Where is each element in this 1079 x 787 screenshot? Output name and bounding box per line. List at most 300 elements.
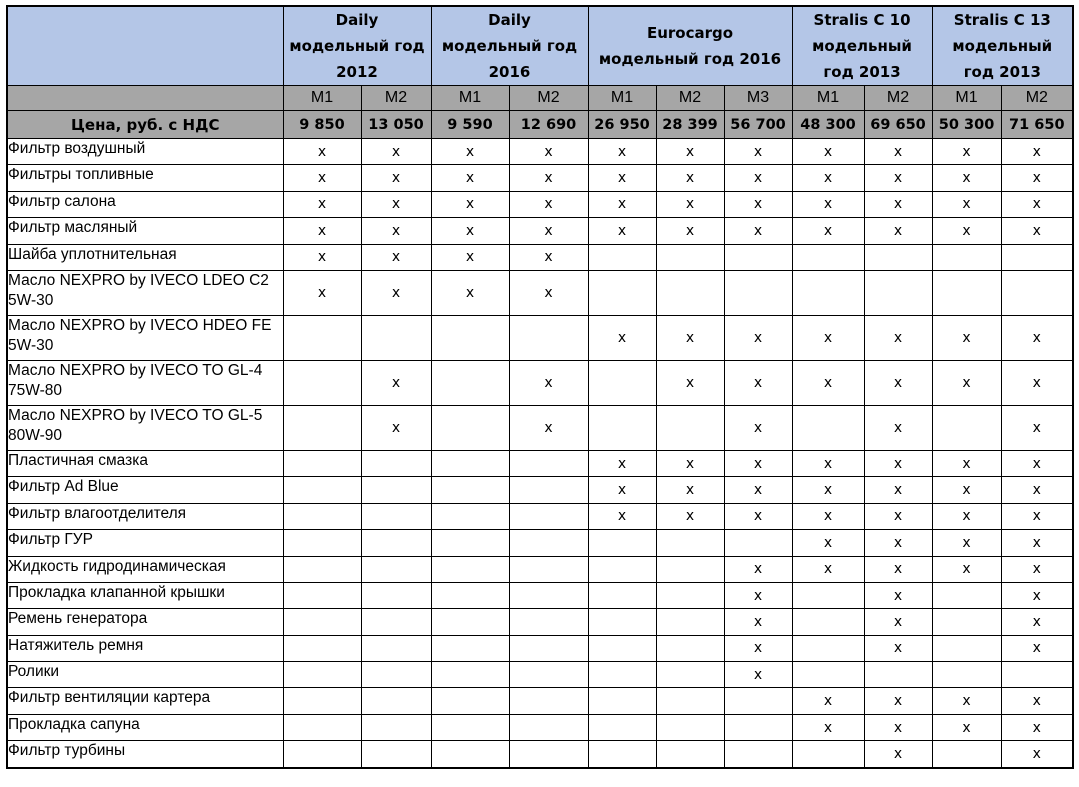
mark-cell	[509, 556, 588, 582]
mark-cell	[1001, 556, 1073, 582]
mark-cell	[283, 503, 361, 529]
mark-cell	[1001, 530, 1073, 556]
included-mark: x	[962, 222, 971, 239]
group-stralis-c10: Stralis C 10 модельный год 2013	[792, 6, 932, 86]
included-mark: x	[893, 613, 903, 630]
table-row	[7, 714, 1073, 740]
mark-cell	[283, 360, 361, 405]
mark-cell	[932, 662, 1001, 688]
table-row	[7, 244, 1073, 270]
price-cell: 69 650	[864, 111, 932, 139]
mark-cell	[724, 635, 792, 661]
mark-cell	[932, 450, 1001, 476]
item-name: Масло NEXPRO by IVECO LDEO C2 5W-30	[7, 270, 283, 315]
included-mark: x	[617, 482, 627, 499]
price-cell: 12 690	[509, 111, 588, 139]
mark-cell	[509, 582, 588, 608]
mark-cell	[361, 662, 431, 688]
mark-cell	[724, 662, 792, 688]
mark-cell	[509, 714, 588, 740]
mark-cell	[361, 503, 431, 529]
table-row	[7, 139, 1073, 165]
price-label: Цена, руб. с НДС	[7, 111, 283, 139]
included-mark: x	[617, 143, 627, 160]
mark-cell	[283, 635, 361, 661]
mark-cell	[724, 582, 792, 608]
included-mark: x	[823, 374, 833, 391]
included-mark: x	[893, 170, 903, 187]
mark-cell	[588, 315, 656, 360]
table-row	[7, 635, 1073, 661]
included-mark: x	[893, 587, 903, 604]
mark-cell	[1001, 714, 1073, 740]
included-mark: x	[893, 196, 903, 213]
included-mark: x	[1032, 719, 1041, 736]
included-mark: x	[893, 374, 903, 391]
included-mark: x	[1032, 508, 1041, 525]
mark-cell	[509, 270, 588, 315]
mark-cell	[361, 609, 431, 635]
mark-cell	[509, 360, 588, 405]
included-mark: x	[544, 419, 553, 436]
mark-cell	[656, 582, 724, 608]
included-mark: x	[544, 143, 553, 160]
model-cell: M1	[283, 86, 361, 111]
mark-cell	[509, 688, 588, 714]
included-mark: x	[544, 222, 553, 239]
mark-cell	[864, 139, 932, 165]
mark-cell	[792, 609, 864, 635]
price-cell: 9 850	[283, 111, 361, 139]
mark-cell	[864, 662, 932, 688]
mark-cell	[588, 270, 656, 315]
mark-cell	[864, 635, 932, 661]
mark-cell	[509, 662, 588, 688]
included-mark: x	[753, 419, 763, 436]
mark-cell	[1001, 450, 1073, 476]
mark-cell	[864, 503, 932, 529]
model-cell: M1	[431, 86, 509, 111]
included-mark: x	[962, 534, 971, 551]
mark-cell	[656, 450, 724, 476]
mark-cell	[361, 714, 431, 740]
included-mark: x	[823, 508, 833, 525]
included-mark: x	[685, 222, 695, 239]
included-mark: x	[962, 196, 971, 213]
mark-cell	[361, 191, 431, 217]
included-mark: x	[753, 374, 763, 391]
item-name: Масло NEXPRO by IVECO TO GL-5 80W-90	[7, 405, 283, 450]
mark-cell	[724, 688, 792, 714]
included-mark: x	[391, 284, 401, 301]
mark-cell	[283, 688, 361, 714]
mark-cell	[283, 244, 361, 270]
mark-cell	[656, 360, 724, 405]
mark-cell	[932, 714, 1001, 740]
mark-cell	[1001, 741, 1073, 768]
mark-cell	[932, 315, 1001, 360]
included-mark: x	[1032, 613, 1041, 630]
included-mark: x	[465, 170, 475, 187]
table-row	[7, 688, 1073, 714]
mark-cell	[932, 609, 1001, 635]
included-mark: x	[753, 508, 763, 525]
mark-cell	[361, 556, 431, 582]
mark-cell	[864, 315, 932, 360]
mark-cell	[932, 477, 1001, 503]
mark-cell	[864, 530, 932, 556]
included-mark: x	[823, 170, 833, 187]
mark-cell	[361, 244, 431, 270]
included-mark: x	[753, 640, 763, 657]
included-mark: x	[962, 693, 971, 710]
mark-cell	[656, 139, 724, 165]
mark-cell	[509, 635, 588, 661]
mark-cell	[431, 556, 509, 582]
table-row	[7, 530, 1073, 556]
item-name: Жидкость гидродинамическая	[7, 556, 283, 582]
mark-cell	[283, 139, 361, 165]
item-name: Фильтры топливные	[7, 165, 283, 191]
item-name: Фильтр масляный	[7, 218, 283, 244]
mark-cell	[932, 405, 1001, 450]
mark-cell	[588, 139, 656, 165]
mark-cell	[792, 218, 864, 244]
mark-cell	[361, 218, 431, 244]
included-mark: x	[1032, 196, 1041, 213]
included-mark: x	[823, 693, 833, 710]
included-mark: x	[1032, 222, 1041, 239]
mark-cell	[431, 165, 509, 191]
mark-cell	[283, 450, 361, 476]
included-mark: x	[893, 534, 903, 551]
mark-cell	[792, 662, 864, 688]
mark-cell	[932, 503, 1001, 529]
mark-cell	[1001, 405, 1073, 450]
mark-cell	[431, 741, 509, 768]
mark-cell	[1001, 244, 1073, 270]
table-row	[7, 741, 1073, 768]
mark-cell	[724, 191, 792, 217]
included-mark: x	[962, 170, 971, 187]
included-mark: x	[753, 329, 763, 346]
group-stralis-c13: Stralis C 13 модельный год 2013	[932, 6, 1073, 86]
mark-cell	[792, 688, 864, 714]
model-cell: M1	[588, 86, 656, 111]
included-mark: x	[617, 329, 627, 346]
mark-cell	[656, 270, 724, 315]
mark-cell	[792, 450, 864, 476]
included-mark: x	[962, 482, 971, 499]
mark-cell	[792, 714, 864, 740]
mark-cell	[509, 405, 588, 450]
mark-cell	[588, 556, 656, 582]
mark-cell	[792, 503, 864, 529]
mark-cell	[1001, 609, 1073, 635]
included-mark: x	[893, 508, 903, 525]
mark-cell	[1001, 191, 1073, 217]
mark-cell	[588, 477, 656, 503]
mark-cell	[724, 360, 792, 405]
included-mark: x	[893, 640, 903, 657]
model-cell: M2	[361, 86, 431, 111]
mark-cell	[431, 218, 509, 244]
included-mark: x	[391, 143, 401, 160]
mark-cell	[792, 556, 864, 582]
item-name: Масло NEXPRO by IVECO TO GL-4 75W-80	[7, 360, 283, 405]
included-mark: x	[544, 170, 553, 187]
included-mark: x	[962, 455, 971, 472]
mark-cell	[724, 556, 792, 582]
included-mark: x	[317, 284, 327, 301]
model-cell: M1	[932, 86, 1001, 111]
included-mark: x	[685, 455, 695, 472]
mark-cell	[509, 530, 588, 556]
mark-cell	[864, 405, 932, 450]
mark-cell	[588, 662, 656, 688]
mark-cell	[932, 360, 1001, 405]
mark-cell	[361, 315, 431, 360]
mark-cell	[656, 609, 724, 635]
mark-cell	[1001, 503, 1073, 529]
mark-cell	[724, 218, 792, 244]
mark-cell	[431, 714, 509, 740]
mark-cell	[932, 556, 1001, 582]
table-row	[7, 450, 1073, 476]
included-mark: x	[391, 196, 401, 213]
included-mark: x	[753, 587, 763, 604]
mark-cell	[656, 503, 724, 529]
included-mark: x	[685, 170, 695, 187]
mark-cell	[724, 741, 792, 768]
included-mark: x	[1032, 587, 1041, 604]
included-mark: x	[753, 143, 763, 160]
included-mark: x	[893, 419, 903, 436]
included-mark: x	[893, 745, 903, 762]
mark-cell	[656, 165, 724, 191]
mark-cell	[283, 530, 361, 556]
included-mark: x	[823, 561, 833, 578]
mark-cell	[361, 688, 431, 714]
mark-cell	[792, 360, 864, 405]
table-row	[7, 405, 1073, 450]
included-mark: x	[465, 143, 475, 160]
included-mark: x	[1032, 374, 1041, 391]
included-mark: x	[465, 196, 475, 213]
mark-cell	[932, 741, 1001, 768]
included-mark: x	[544, 374, 553, 391]
mark-cell	[724, 450, 792, 476]
included-mark: x	[391, 170, 401, 187]
mark-cell	[283, 191, 361, 217]
mark-cell	[509, 165, 588, 191]
included-mark: x	[893, 455, 903, 472]
price-cell: 28 399	[656, 111, 724, 139]
mark-cell	[656, 191, 724, 217]
mark-cell	[588, 450, 656, 476]
included-mark: x	[893, 482, 903, 499]
mark-cell	[792, 315, 864, 360]
included-mark: x	[893, 561, 903, 578]
item-name: Прокладка клапанной крышки	[7, 582, 283, 608]
model-label-cell	[7, 86, 283, 111]
mark-cell	[509, 741, 588, 768]
mark-cell	[656, 741, 724, 768]
mark-cell	[932, 139, 1001, 165]
table-row	[7, 270, 1073, 315]
group-daily-2012: Daily модельный год 2012	[283, 6, 431, 86]
mark-cell	[361, 635, 431, 661]
mark-cell	[656, 635, 724, 661]
mark-cell	[932, 244, 1001, 270]
included-mark: x	[962, 374, 971, 391]
price-cell: 26 950	[588, 111, 656, 139]
mark-cell	[792, 741, 864, 768]
corner-cell	[7, 6, 283, 86]
mark-cell	[1001, 582, 1073, 608]
included-mark: x	[753, 666, 763, 683]
included-mark: x	[317, 222, 327, 239]
mark-cell	[431, 405, 509, 450]
included-mark: x	[685, 143, 695, 160]
included-mark: x	[617, 508, 627, 525]
included-mark: x	[1032, 329, 1041, 346]
mark-cell	[361, 450, 431, 476]
mark-cell	[361, 741, 431, 768]
included-mark: x	[753, 170, 763, 187]
model-cell: M2	[864, 86, 932, 111]
mark-cell	[1001, 477, 1073, 503]
included-mark: x	[1032, 745, 1041, 762]
mark-cell	[864, 688, 932, 714]
mark-cell	[588, 741, 656, 768]
item-name: Масло NEXPRO by IVECO HDEO FE 5W-30	[7, 315, 283, 360]
group-daily-2016: Daily модельный год 2016	[431, 6, 588, 86]
mark-cell	[1001, 139, 1073, 165]
included-mark: x	[753, 482, 763, 499]
included-mark: x	[962, 719, 971, 736]
table-row	[7, 662, 1073, 688]
included-mark: x	[823, 329, 833, 346]
mark-cell	[724, 405, 792, 450]
included-mark: x	[962, 508, 971, 525]
mark-cell	[864, 191, 932, 217]
model-cell: M1	[792, 86, 864, 111]
included-mark: x	[823, 196, 833, 213]
mark-cell	[864, 244, 932, 270]
included-mark: x	[1032, 143, 1041, 160]
item-name: Ролики	[7, 662, 283, 688]
mark-cell	[932, 191, 1001, 217]
included-mark: x	[544, 249, 553, 266]
mark-cell	[724, 315, 792, 360]
included-mark: x	[1032, 640, 1041, 657]
mark-cell	[1001, 635, 1073, 661]
price-cell: 13 050	[361, 111, 431, 139]
included-mark: x	[1032, 534, 1041, 551]
mark-cell	[283, 714, 361, 740]
table-row	[7, 477, 1073, 503]
included-mark: x	[753, 196, 763, 213]
mark-cell	[431, 139, 509, 165]
table-row	[7, 315, 1073, 360]
mark-cell	[361, 477, 431, 503]
mark-cell	[1001, 688, 1073, 714]
mark-cell	[656, 688, 724, 714]
mark-cell	[283, 405, 361, 450]
mark-cell	[283, 556, 361, 582]
table-row	[7, 165, 1073, 191]
mark-cell	[588, 218, 656, 244]
mark-cell	[792, 477, 864, 503]
mark-cell	[864, 714, 932, 740]
mark-cell	[1001, 315, 1073, 360]
mark-cell	[431, 315, 509, 360]
included-mark: x	[317, 196, 327, 213]
price-cell: 48 300	[792, 111, 864, 139]
mark-cell	[431, 635, 509, 661]
mark-cell	[588, 530, 656, 556]
mark-cell	[792, 165, 864, 191]
mark-cell	[509, 450, 588, 476]
included-mark: x	[391, 222, 401, 239]
mark-cell	[431, 582, 509, 608]
item-name: Фильтр влагоотделителя	[7, 503, 283, 529]
included-mark: x	[893, 222, 903, 239]
mark-cell	[656, 714, 724, 740]
item-name: Фильтр салона	[7, 191, 283, 217]
mark-cell	[864, 165, 932, 191]
table-row	[7, 218, 1073, 244]
mark-cell	[932, 530, 1001, 556]
mark-cell	[431, 688, 509, 714]
mark-cell	[283, 218, 361, 244]
mark-cell	[509, 503, 588, 529]
included-mark: x	[893, 329, 903, 346]
table-row	[7, 582, 1073, 608]
included-mark: x	[544, 284, 553, 301]
mark-cell	[792, 635, 864, 661]
group-header-row	[7, 6, 1073, 86]
mark-cell	[283, 582, 361, 608]
included-mark: x	[465, 249, 475, 266]
mark-cell	[932, 635, 1001, 661]
mark-cell	[1001, 662, 1073, 688]
mark-cell	[656, 530, 724, 556]
mark-cell	[588, 635, 656, 661]
mark-cell	[431, 360, 509, 405]
included-mark: x	[823, 534, 833, 551]
item-name: Прокладка сапуна	[7, 714, 283, 740]
included-mark: x	[823, 143, 833, 160]
item-name: Фильтр Ad Blue	[7, 477, 283, 503]
included-mark: x	[685, 482, 695, 499]
mark-cell	[864, 218, 932, 244]
included-mark: x	[962, 561, 971, 578]
included-mark: x	[685, 374, 695, 391]
included-mark: x	[1032, 455, 1041, 472]
included-mark: x	[1032, 170, 1041, 187]
included-mark: x	[1032, 561, 1041, 578]
price-row	[7, 111, 1073, 139]
mark-cell	[361, 405, 431, 450]
mark-cell	[864, 360, 932, 405]
included-mark: x	[962, 143, 971, 160]
mark-cell	[431, 609, 509, 635]
table-row	[7, 360, 1073, 405]
item-name: Фильтр турбины	[7, 741, 283, 768]
mark-cell	[724, 139, 792, 165]
